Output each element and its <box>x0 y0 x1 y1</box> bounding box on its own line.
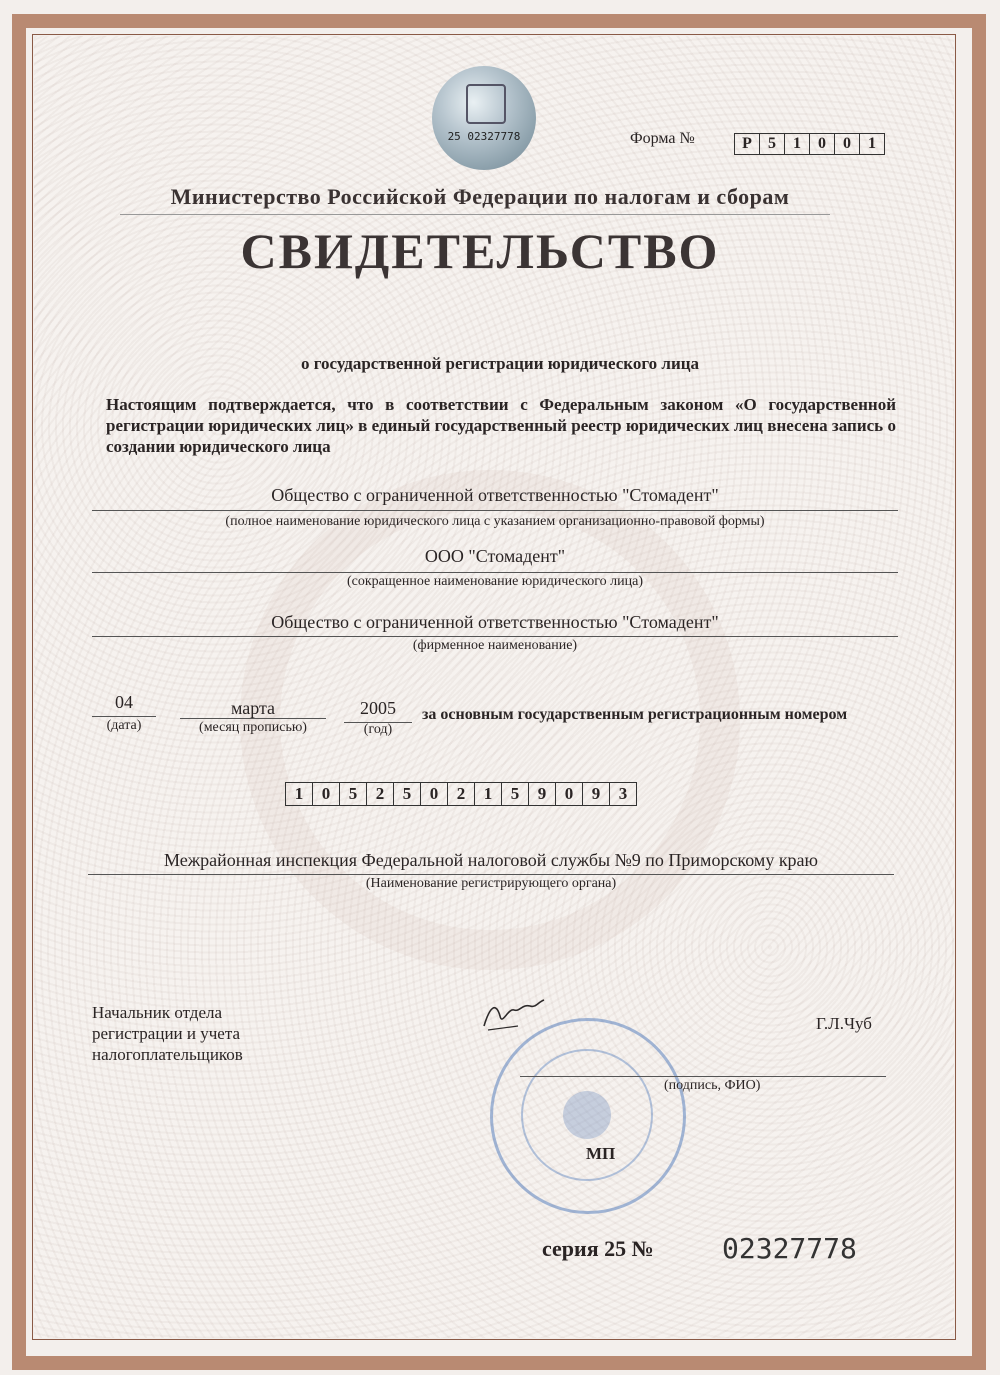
reg-number-cell: 5 <box>393 782 421 806</box>
signer-position-line3: налогоплательщиков <box>92 1045 243 1064</box>
reg-number-cell: 9 <box>528 782 556 806</box>
date-month-line <box>180 718 326 719</box>
brand-name-caption: (фирменное наименование) <box>412 638 578 653</box>
reg-number-cell: 1 <box>285 782 313 806</box>
authority-caption: (Наименование регистрирующего органа) <box>365 876 617 891</box>
reg-number-cell: 0 <box>420 782 448 806</box>
date-month-caption: (месяц прописью) <box>199 720 307 735</box>
hologram-icon <box>432 66 536 170</box>
reg-number-cell: 5 <box>501 782 529 806</box>
date-suffix: за основным государственным регистрационным номером <box>422 706 848 723</box>
hologram-text: 25 02327778 <box>447 130 521 143</box>
series-label: серия 25 № <box>542 1236 654 1261</box>
handwritten-signature-icon <box>478 996 548 1036</box>
signature-line <box>520 1076 886 1077</box>
reg-number-cell: 9 <box>582 782 610 806</box>
ministry-underline <box>120 214 830 215</box>
reg-number-cell: 2 <box>447 782 475 806</box>
authority-name: Межрайонная инспекция Федеральной налоговой службы №9 по Приморскому краю <box>163 850 818 870</box>
reg-number-cell: 2 <box>366 782 394 806</box>
short-name-line <box>92 572 898 573</box>
form-code-cell: 0 <box>809 133 835 155</box>
date-year: 2005 <box>360 698 396 718</box>
reg-number-cell: 1 <box>474 782 502 806</box>
registration-number <box>286 782 637 806</box>
signature-caption: (подпись, ФИО) <box>664 1078 761 1093</box>
signer-position-line1: Начальник отдела <box>92 1003 223 1022</box>
form-code-cell: 5 <box>759 133 785 155</box>
date-day-line <box>92 716 156 717</box>
form-code-cell: 1 <box>784 133 810 155</box>
form-code-cell: 1 <box>859 133 885 155</box>
certificate-subtitle: о государственной регистрации юридического лица <box>300 354 700 373</box>
date-day-caption: (дата) <box>106 718 142 733</box>
full-name-caption: (полное наименование юридического лица с указанием организационно-правовой формы) <box>225 514 765 529</box>
reg-number-cell: 3 <box>609 782 637 806</box>
ministry-name: Министерство Российской Федерации по налогам и сборам <box>170 184 790 209</box>
date-month: марта <box>230 698 276 718</box>
series-number: 02327778 <box>722 1232 857 1265</box>
form-code <box>735 133 885 155</box>
authority-line <box>88 874 894 875</box>
certificate-title: СВИДЕТЕЛЬСТВО <box>240 223 720 279</box>
body-paragraph: Настоящим подтверждается, что в соответствии с Федеральным законом «О государственной регистрации юридических лиц» в единый государственный реестр юридических лиц внесена запись о создании юридического лица <box>106 395 896 456</box>
signer-position <box>92 1002 243 1065</box>
form-code-cell: Р <box>734 133 760 155</box>
form-code-cell: 0 <box>834 133 860 155</box>
signer-name: Г.Л.Чуб <box>816 1014 872 1033</box>
short-name-caption: (сокращенное наименование юридического лица) <box>346 574 644 589</box>
brand-name-value: Общество с ограниченной ответственностью "Стомадент" <box>271 612 719 632</box>
date-day: 04 <box>115 692 133 712</box>
date-year-caption: (год) <box>363 722 393 737</box>
stamp-label: МП <box>586 1144 616 1163</box>
brand-name-line <box>92 636 898 637</box>
reg-number-cell: 0 <box>312 782 340 806</box>
reg-number-cell: 5 <box>339 782 367 806</box>
full-name-line <box>92 510 898 511</box>
signer-position-line2: регистрации и учета <box>92 1024 241 1043</box>
reg-number-cell: 0 <box>555 782 583 806</box>
short-name-value: ООО "Стомадент" <box>424 546 566 566</box>
full-name-value: Общество с ограниченной ответственностью "Стомадент" <box>271 485 719 505</box>
emblem-icon <box>466 84 506 124</box>
form-label: Форма № <box>630 130 695 147</box>
stamp-seal-icon <box>490 1018 686 1214</box>
stamp-emblem-icon <box>563 1091 611 1139</box>
